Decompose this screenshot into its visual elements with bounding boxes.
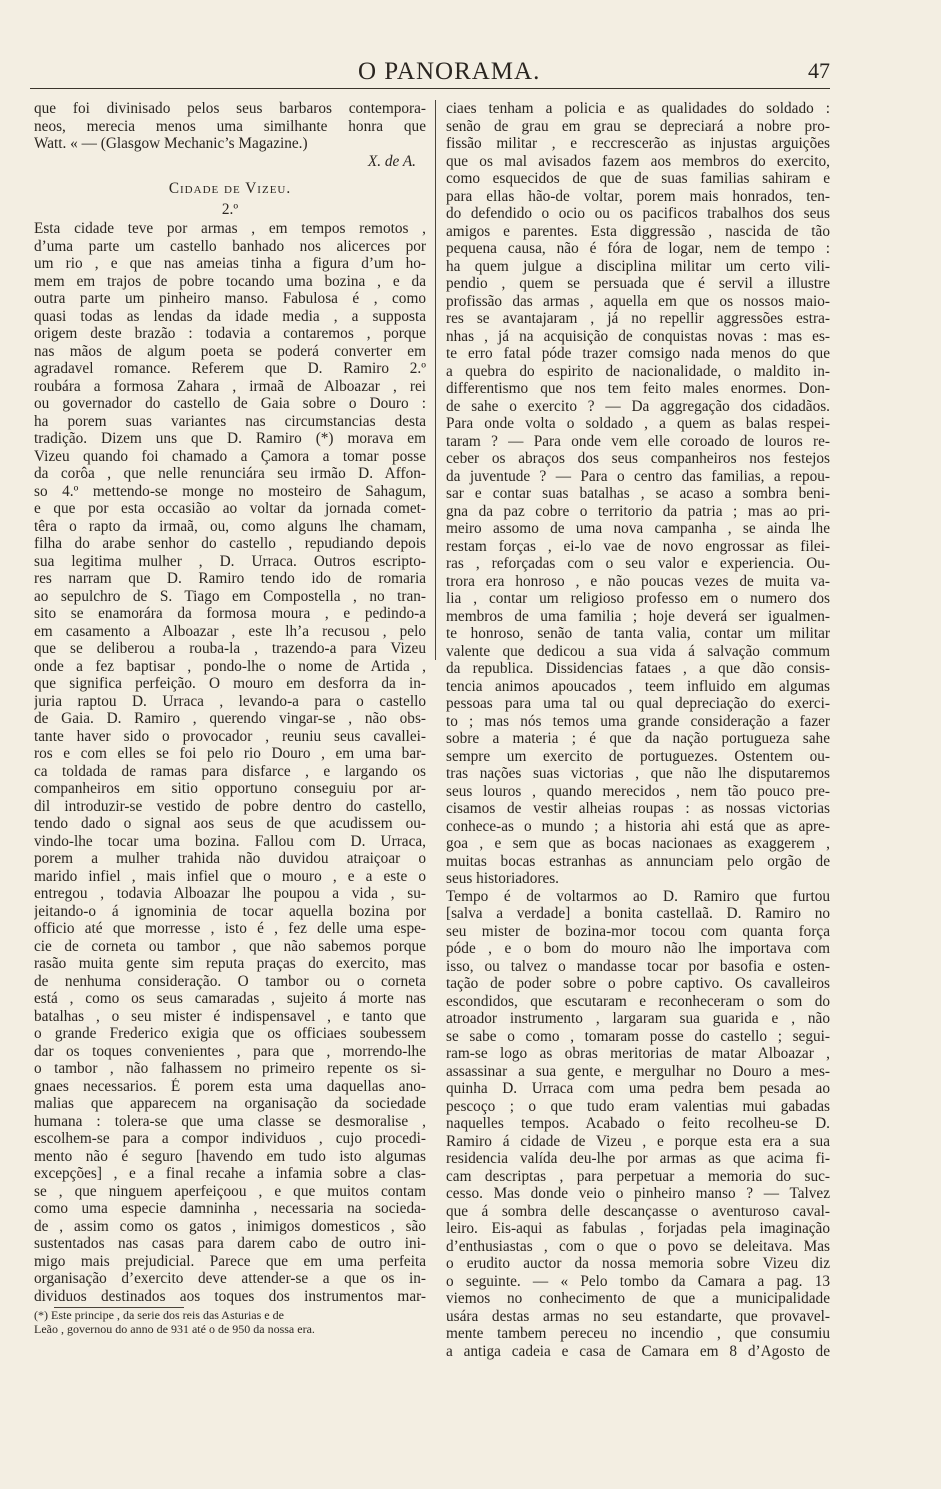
text-line: seu mister de bozina-mor tocou com quanta força [446,922,830,940]
text-line: mem em trajos de pobre tocando uma bozina , e da [34,272,426,290]
text-line: senão de grau em grau se depreciará a nobre pro- [446,117,830,135]
text-line: gnaes necessarios. É porem esta uma daquellas ano- [34,1077,426,1095]
text-line: da republica. Dissidencias fataes , a que dão consis- [446,660,830,677]
text-line: atroador instrumento , largaram sua guarida e , não [446,1010,830,1027]
text-line: ram-se logo as obras meritorias de matar Alboazar , [446,1045,830,1062]
text-line: que os mal avisados fazem aos membros do exercito, [446,152,830,170]
text-line: goa , e sem que as bocas nacionaes as exaggerem , [446,835,830,852]
text-line: jeitando-o á ignominia de tocar aquella bozina por [34,902,426,920]
text-line: como uma especie damninha , necessaria na socieda- [34,1200,426,1217]
text-line: entregou , todavia Alboazar lhe poupou a vida , su- [34,885,426,902]
right-column [446,100,830,1360]
text-line: ha porem suas variantes nas circumstancias desta [34,412,426,430]
text-line: ao sepulchro de S. Tiago em Compostella , no tran- [34,587,426,605]
text-line: dar os toques convenientes , para que , morrendo-lhe [34,1042,426,1060]
text-line: cisamos de vestir alheias roupas : as nossas victorias [446,800,830,817]
text-line: trora era honroso , e não poucas vezes de muita va- [446,572,830,590]
text-line: dividuos destinados aos toques dos instrumentos mar- [34,1287,426,1305]
text-line: batalhas , o seu mister é indispensavel , e tanto que [34,1007,426,1025]
text-line: [salva a verdade] a bonita castellaã. D. Ramiro no [446,905,830,922]
text-line: sobre a materia ; é que da nação portugueza sahe [446,730,830,747]
page-number: 47 [808,58,830,83]
text-line: rasão muita gente sim reputa praças do exercito, mas [34,955,426,972]
text-line: differentismo que nos tem feito males enormes. Don- [446,380,830,397]
text-line: pessoas para uma tal ou qual depreciação do exerci- [446,695,830,712]
text-line: sempre um exercito de portuguezes. Ostentem ou- [446,747,830,765]
text-line: a antiga cadeia e casa de Camara em 8 d’Agosto de [446,1342,830,1360]
text-line: dil introduzir-se vestido de pobre dentro do castello, [34,797,426,815]
text-line: e que por esta occasião ao voltar da jornada comet- [34,500,426,517]
text-line: o seguinte. — « Pelo tombo da Camara a pag. 13 [446,1272,830,1290]
text-line: (*) Este principe , da serie dos reis das Asturias e de [34,1308,284,1322]
text-line: do defendido o ocio ou os pacificos trabalhos dos seus [446,205,830,222]
text-line: neos, merecia menos uma similhante honra que [34,117,426,135]
text-line: de sahe o exercito ? — Da aggregação dos cidadãos. [446,397,830,415]
text-line: quinha D. Urraca com uma pedra bem pesada ao [446,1080,830,1097]
publication-title: O PANORAMA. [358,58,541,85]
text-line: pequena causa, não é fóra de logar, nem de tempo : [446,240,830,257]
text-line: isso, ou talvez o mandasse tocar por basofia e osten- [446,957,830,975]
text-line: Ramiro á cidade de Vizeu , e porque esta era a sua [446,1132,830,1150]
text-line: conhece-as o mundo ; a historia ahi está que as apre- [446,817,830,835]
text-line: sustentados nas casas para darem cabo de outro ini- [34,1235,426,1252]
text-line: escolhem-se para a compor individuos , cujo procedi- [34,1130,426,1147]
text-line: a quebra do espirito de nacionalidade, o maldito in- [446,362,830,380]
text-line: tendo dado o signal aos seus de que acudissem ou- [34,815,426,832]
text-line: quasi todas as lendas da idade media , a supposta [34,307,426,325]
text-line: Watt. « — (Glasgow Mechanic’s Magazine.) [34,135,308,152]
text-line: se sabe o como , tomaram posse do castello ; segui- [446,1027,830,1045]
text-line: onde a fez baptisar , pondo-lhe o nome de Artida , [34,657,426,675]
footnote [34,1308,426,1336]
text-line: juria raptou D. Urraca , levando-a para o castello [34,692,426,710]
text-line: d’uma parte um castello banhado nos alicerces por [34,237,426,255]
text-line: residencia valída deu-lhe por armas as que acima fi- [446,1150,830,1167]
text-line: companheiros em sitio opportuno conseguiu por ar- [34,780,426,797]
text-line: ras , reforçadas com o seu valor e experiencia. Ou- [446,555,830,572]
text-line: te honroso, senão de tanta valia, contar um militar [446,625,830,642]
text-line: Tempo é de voltarmos ao D. Ramiro que furtou [446,887,830,905]
left-column [34,100,426,1336]
text-line: de , assim como os gatos , inimigos domesticos , são [34,1217,426,1235]
text-line: tação de poder sobre o pobre captivo. Os cavalleiros [446,975,830,992]
text-line: da juventude ? — Para o centro das familias, a repou- [446,467,830,485]
text-line: nas mãos de algum poeta se poderá converter em [34,342,426,360]
text-line: nhas , já na acquisição de conquistas novas : mas es- [446,327,830,345]
text-line: res se avantajaram , já no repellir aggressões estra- [446,310,830,327]
text-line: Para onde volta o soldado , a quem as balas respei- [446,415,830,432]
text-line: tradição. Dizem uns que D. Ramiro (*) morava em [34,430,426,447]
text-line: que á sombra delle descançasse o aventuroso caval- [446,1202,830,1220]
text-line: roubára a formosa Zahara , irmaã de Alboazar , rei [34,377,426,395]
text-line: fissão militar , e reccrescerão as injustas arguições [446,135,830,152]
text-line: tante haver sido o provocador , reuniu seus cavallei- [34,727,426,745]
text-line: leiro. Eis-aqui as fabulas , forjadas pela imaginação [446,1220,830,1237]
text-line: como esquecidos de que de suas familias sahiram e [446,170,830,187]
text-line: que foi divinisado pelos seus barbaros contempora- [34,100,426,117]
text-line: humana : tolera-se que uma classe se desmoralise , [34,1112,426,1130]
text-line: excepções] , e a final recahe a infamia sobre a clas- [34,1165,426,1182]
text-line: ha quem julgue a disciplina militar um certo vili- [446,257,830,275]
text-line: cesso. Mas donde veio o pinheiro manso ? — Talvez [446,1185,830,1202]
text-line: que significa perfeição. O mouro em desforra da in- [34,675,426,692]
text-line: te erro fatal póde trazer comsigo nada menos do que [446,345,830,362]
text-line: de Gaia. D. Ramiro , querendo vingar-se , não obs- [34,710,426,727]
article-body-right [446,100,830,1360]
section-title: Cidade de Vizeu. [168,180,292,197]
text-line: to ; mas nós temos uma grande consideração a fazer [446,712,830,730]
intro-paragraph [34,100,426,153]
text-line: ca toldada de ramas para disfarce , e largando os [34,762,426,780]
text-line: amigos e parentes. Esta diggressão , nascida de tão [446,222,830,240]
text-line: tras nações suas victorias , que não lhe disputaremos [446,765,830,782]
text-line: origem deste brazão : todavia a contaremos , porque [34,325,426,342]
text-line: sua legitima mulher , D. Urraca. Outros escripto- [34,552,426,570]
text-line: de nenhuma consideração. O tambor ou o corneta [34,972,426,990]
text-line: ros e com elles se foi pelo rio Douro , em uma bar- [34,745,426,762]
text-line: para ellas hão-de voltar, porem mais honrados, ten- [446,187,830,205]
text-line: organisação d’exercito deve attender-se a que os in- [34,1270,426,1287]
text-line: filha do arabe senhor do castello , repudiando depois [34,535,426,552]
text-line: meiro assomo de uma nova campanha , se ainda lhe [446,520,830,537]
text-line: o tambor , não falhassem no primeiro repente os si- [34,1060,426,1077]
text-line: póde , e o bom do mouro não lhe importava com [446,940,830,957]
text-line: ciaes tenham a policia e as qualidades do soldado : [446,100,830,117]
text-line: restam forças , ei-lo vae de novo engrossar as filei- [446,537,830,555]
text-line: seus louros , quando merecidos , nem tão pouco pre- [446,782,830,800]
text-line: se , que ninguem aperfeiçoou , e que muitos contam [34,1182,426,1200]
text-line: so 4.º mettendo-se monge no mosteiro de Sahagum, [34,482,426,500]
text-line: usára destas armas no seu estandarte, que provavel- [446,1307,830,1325]
text-line: escondidos, que escutaram e reconheceram o som do [446,992,830,1010]
text-line: pescoço ; o que tudo eram valentias mui gabadas [446,1097,830,1115]
text-line: agradavel romance. Referem que D. Ramiro 2.º [34,360,426,377]
signature: X. de A. [367,152,416,170]
text-line: muitas bocas estranhas as annunciam pelo orgão de [446,852,830,870]
text-line: viemos no conhecimento de que a municipalidade [446,1290,830,1307]
text-line: sar e contar suas batalhas , se acaso a sombra beni- [446,485,830,502]
text-line: cam descriptas , para perpetuar a memoria do suc- [446,1167,830,1185]
text-line: cie de corneta ou tambor , que não sabemos porque [34,937,426,955]
section-number: 2.º [221,201,239,218]
text-line: Esta cidade teve por armas , em tempos remotos , [34,220,426,237]
text-line: está , como os seus camaradas , sujeito á morte nas [34,990,426,1007]
text-line: Vizeu quando foi chamado a Çamora a tomar posse [34,447,426,465]
article-body-left [34,220,426,1305]
text-line: migo mais prejudicial. Parece que em uma perfeita [34,1252,426,1270]
text-line: malias que apparecem na organisação da sociedade [34,1095,426,1112]
text-line: naquelles tempos. Acabado o feito recolheu-se D. [446,1115,830,1132]
text-line: marido infiel , mais infiel que o mouro , e a este o [34,867,426,885]
text-line: vindo-lhe tocar uma bozina. Fallou com D. Urraca, [34,832,426,850]
text-line: gna da paz cobre o territorio da patria ; mas ao pri- [446,502,830,520]
text-line: porem a mulher trahida não duvidou atraiçoar o [34,850,426,867]
text-line: valente que dedicou a sua vida á salvação commum [446,642,830,660]
text-line: d’enthusiastas , com o que o povo se deleitava. Mas [446,1237,830,1255]
text-line: outra parte um pinheiro manso. Fabulosa é , como [34,290,426,307]
text-line: seus historiadores. [446,870,560,887]
text-line: que se deliberou a rouba-la , trazendo-a para Vizeu [34,640,426,657]
text-line: o erudito auctor da nossa memoria sobre Vizeu diz [446,1255,830,1272]
text-line: têra o rapto da irmaã, ou, como alguns lhe chamam, [34,517,426,535]
column-divider [435,100,436,660]
text-line: sito se enamorára da formosa moura , e pedindo-a [34,605,426,622]
text-line: ou governador do castello de Gaia sobre o Douro : [34,395,426,412]
text-line: officio até que morresse , isto é , fez delle uma espe- [34,920,426,937]
text-line: profissão das armas , aquella em que os nossos maio- [446,292,830,310]
text-line: Leão , governou do anno de 931 até o de 950 da nossa era. [34,1322,315,1336]
text-line: um rio , e que nas ameias tinha a figura d’um ho- [34,255,426,272]
text-line: em casamento a Alboazar , este lh’a recusou , pelo [34,622,426,640]
text-line: taram ? — Para onde vem elle coroado de louros re- [446,432,830,450]
text-line: o grande Frederico exigia que os officiaes soubessem [34,1025,426,1042]
text-line: assassinar a sua gente, e mergulhar no Douro a mes- [446,1062,830,1080]
text-line: ceber os abraços dos seus companheiros nos festejos [446,450,830,467]
text-line: mento não é seguro [havendo em tudo isto algumas [34,1147,426,1165]
text-line: tencia animos apoucados , teem influido em algumas [446,677,830,695]
text-line: da corôa , que nelle renunciára seu irmão D. Affon- [34,465,426,482]
text-line: mente tambem pereceu no incendio , que consumiu [446,1325,830,1342]
text-line: lia , contar um religioso professo em o numero dos [446,590,830,607]
text-line: pendio , quem se persuada que é servil a illustre [446,275,830,292]
page-header [30,56,830,89]
text-line: membros de uma familia ; hoje deverá ser igualmen- [446,607,830,625]
text-line: res narram que D. Ramiro tendo ido de romaria [34,570,426,587]
